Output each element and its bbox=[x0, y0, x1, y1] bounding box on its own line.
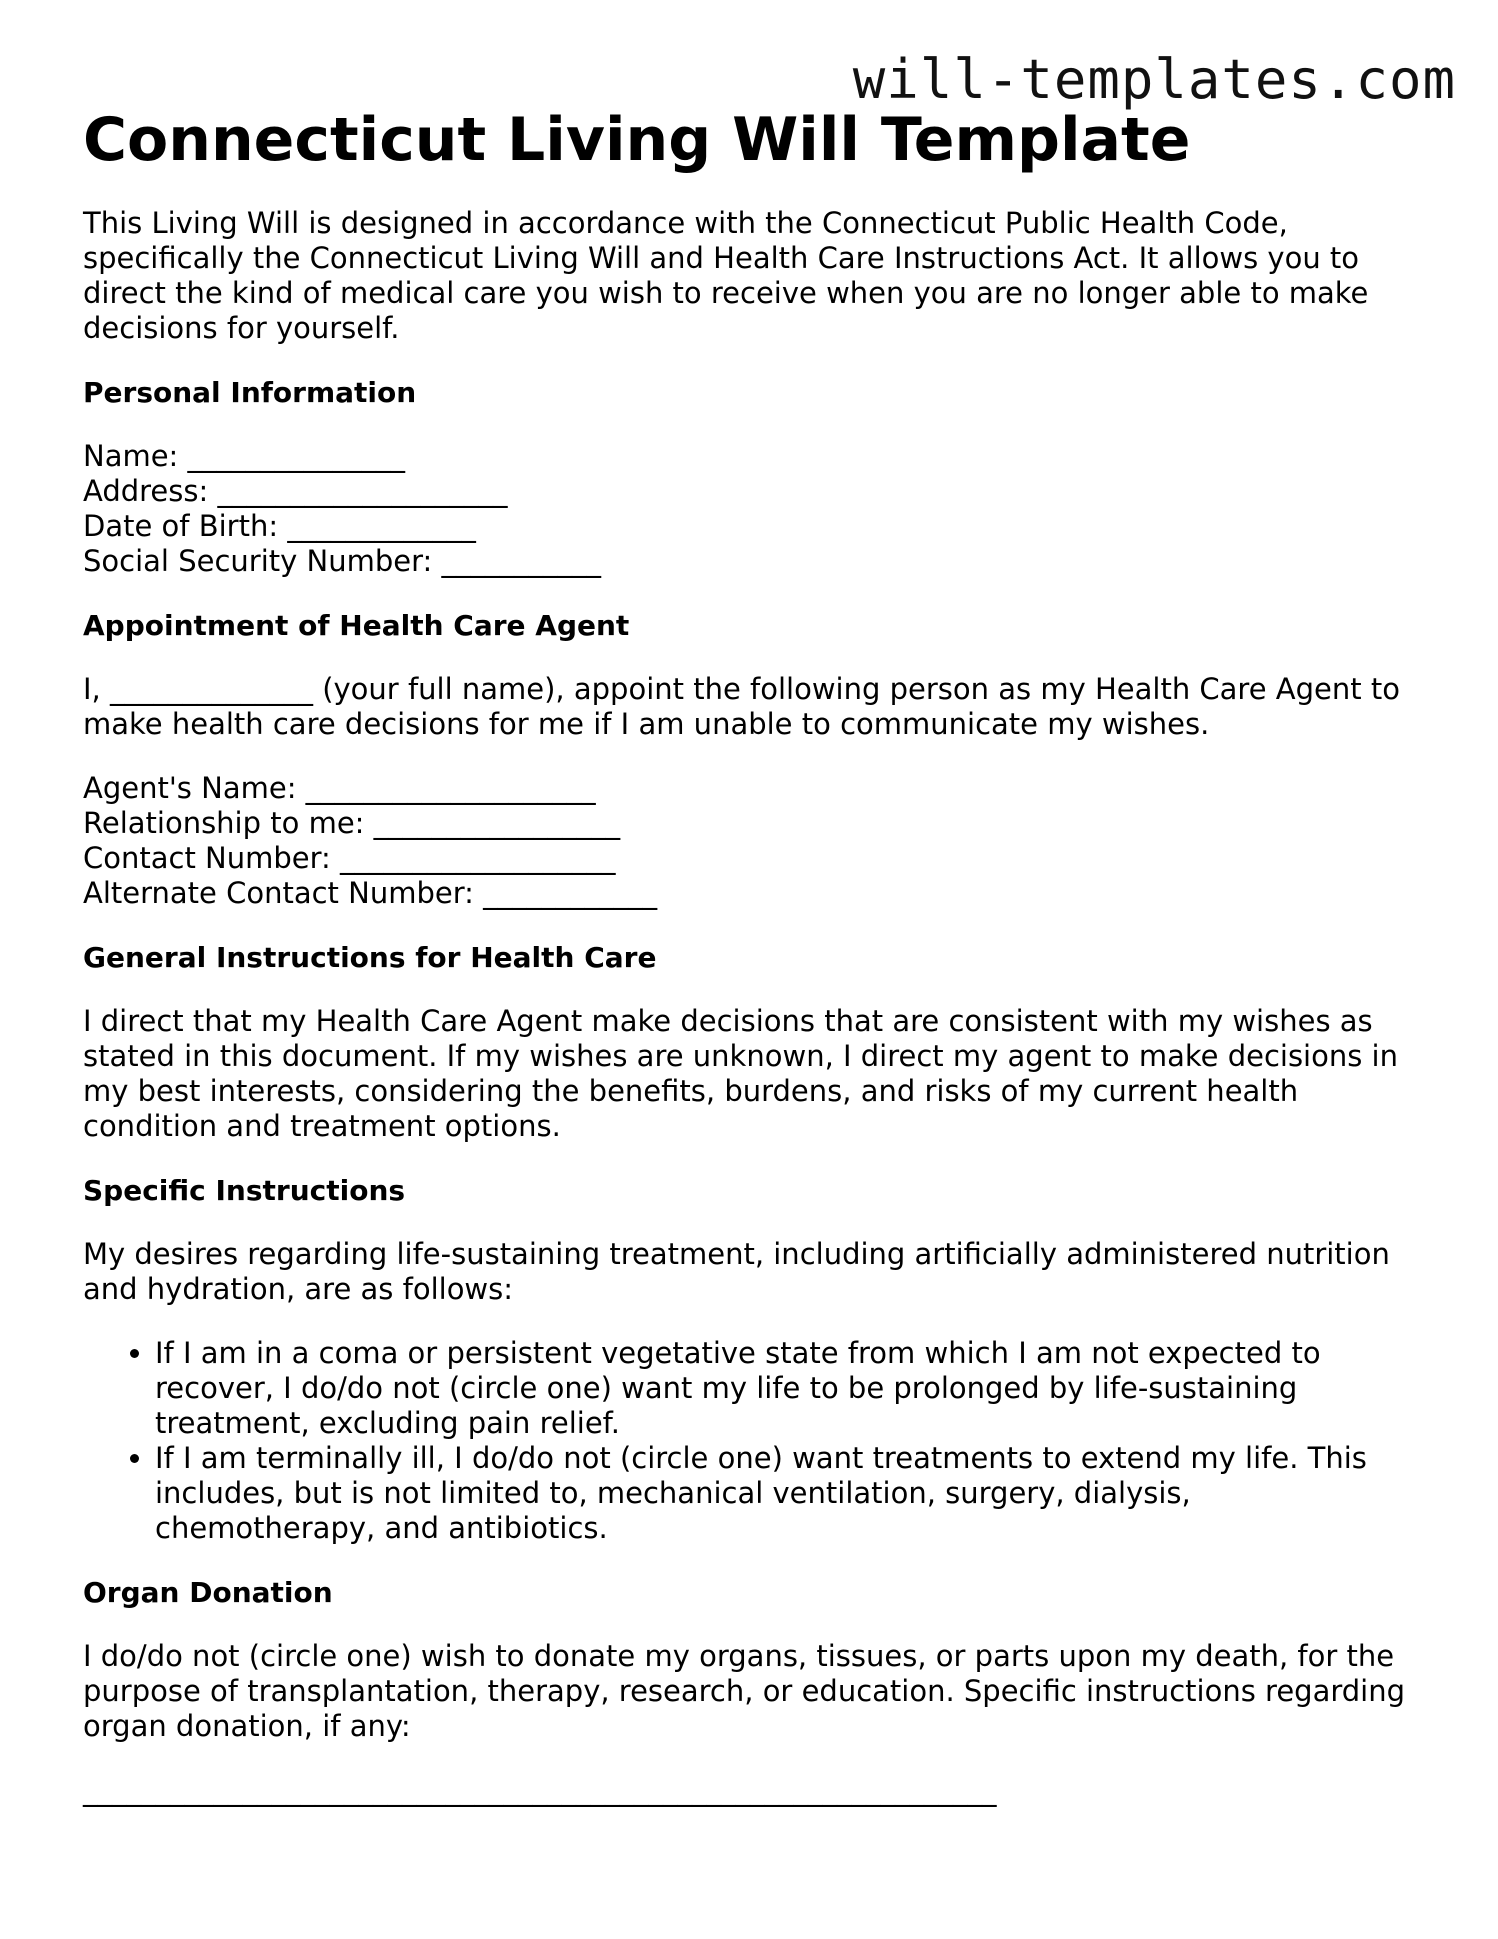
page-title: Connecticut Living Will Template bbox=[83, 105, 1191, 175]
date-of-birth-field[interactable]: Date of Birth: _____________ bbox=[83, 509, 476, 543]
personal-information-fields bbox=[83, 439, 1413, 579]
specific-instructions-list bbox=[83, 1336, 1413, 1546]
contact-number-field[interactable]: Contact Number: ___________________ bbox=[83, 841, 616, 875]
health-care-agent-heading: Appointment of Health Care Agent bbox=[83, 609, 630, 642]
agent-name-field[interactable]: Agent's Name: ____________________ bbox=[83, 771, 596, 805]
agent-fields bbox=[83, 771, 1413, 911]
document-page bbox=[83, 100, 1413, 1808]
ssn-field[interactable]: Social Security Number: ___________ bbox=[83, 544, 601, 578]
relationship-field[interactable]: Relationship to me: _________________ bbox=[83, 806, 621, 840]
general-instructions-heading: General Instructions for Health Care bbox=[83, 941, 657, 974]
intro-paragraph: This Living Will is designed in accordance with the Connecticut Public Health Code, specifically the Connecticut Living Will and Health Care Instructions Act. It allows you to direct the kind of medical care you wish to receive when you are no longer able to make decisions for yourself. bbox=[83, 206, 1369, 345]
alternate-contact-field[interactable]: Alternate Contact Number: ____________ bbox=[83, 876, 658, 910]
watermark: will-templates.com bbox=[852, 48, 1456, 111]
general-instructions-text: I direct that my Health Care Agent make decisions that are consistent with my wishes as stated in this document. If my wishes are unknown, I direct my agent to make decisions in my best interests, considering the benefits, burdens, and risks of my current health condition and treatment options. bbox=[83, 1004, 1398, 1143]
personal-information-heading: Personal Information bbox=[83, 376, 417, 409]
specific-instructions-text: My desires regarding life-sustaining treatment, including artificially administered nutrition and hydration, are as follows: bbox=[83, 1237, 1390, 1306]
organ-donation-heading: Organ Donation bbox=[83, 1576, 333, 1609]
address-field[interactable]: Address: ____________________ bbox=[83, 474, 508, 508]
list-item: • If I am terminally ill, I do/do not (circle one) want treatments to extend my life. This includes, but is not limited to, mechanical ventilation, surgery, dialysis, chemotherapy, and antibiotics. bbox=[155, 1441, 1413, 1546]
organ-instructions-blank-line[interactable]: _______________________________________________________________ bbox=[83, 1773, 997, 1807]
list-item: • If I am in a coma or persistent vegetative state from which I am not expected to recover, I do/do not (circle one) want my life to be prolonged by life-sustaining treatment, excluding pain relief. bbox=[155, 1336, 1413, 1441]
name-field[interactable]: Name: _______________ bbox=[83, 439, 406, 473]
organ-donation-text: I do/do not (circle one) wish to donate my organs, tissues, or parts upon my death, for the purpose of transplantation, therapy, research, or education. Specific instructions regarding organ donation, if any: bbox=[83, 1639, 1406, 1743]
specific-instructions-heading: Specific Instructions bbox=[83, 1174, 406, 1207]
agent-appointment-statement: I, ______________ (your full name), appoint the following person as my Health Care Agent to make health care decisions for me if I am unable to communicate my wishes. bbox=[83, 672, 1400, 741]
